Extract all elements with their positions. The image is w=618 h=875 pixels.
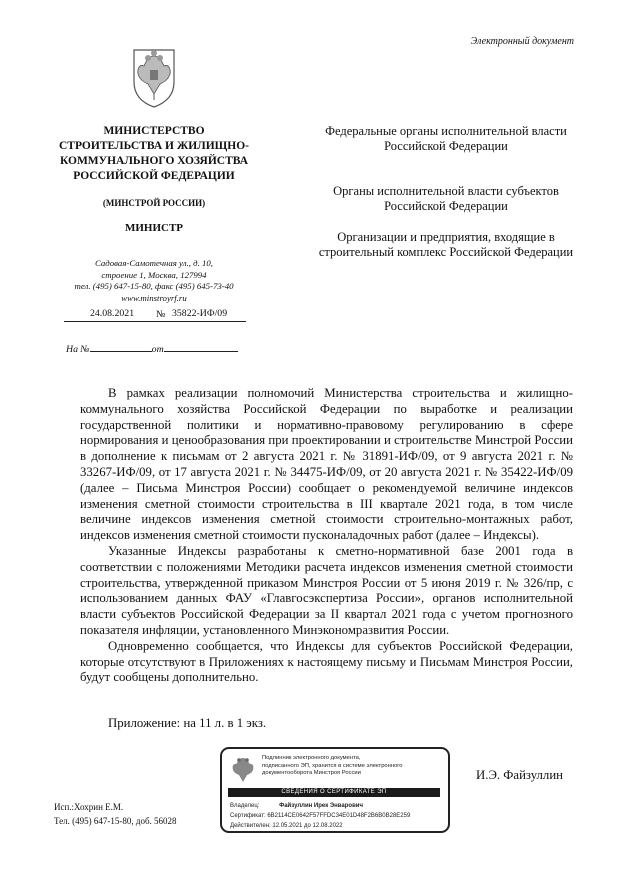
cert-label: Сертификат: (230, 813, 266, 819)
address-line: Садовая-Самотечная ул., д. 10, (94, 258, 214, 268)
address-line: строение 1, Москва, 127994 (101, 269, 207, 280)
certificate-row (230, 813, 410, 819)
validity-row (230, 823, 343, 829)
letter-date: 24.08.2021 (90, 308, 135, 319)
body-paragraph: В рамках реализации полномочий Министерства строительства и жилищно-коммунального хозяйства Российской Федерации по выработке и реализации государственной политики и нормативно-правовому регулированию в сфере нормирования и ценообразования при проектировании и строительстве Минстрой России в дополнение к письмам от 2 августа 2021 г. № 31891-ИФ/09, от 9 августа 2021 г. № 33267-ИФ/09, от 17 августа 2021 г. № 34475-ИФ/09, от 20 августа 2021 г. № 35422-ИФ/09 (далее – Письма Минстроя России) сообщает о рекомендуемой величине индексов изменения сметной стоимости строительства в III квартале 2021 года, в том числе величине индексов изменения сметной стоимости строительно-монтажных работ, индексов изменения сметной стоимости пусконаладочных работ (далее – Индексы). (80, 386, 573, 543)
address-line: тел. (495) 647-15-80, факс (495) 645-73-40 (74, 281, 234, 291)
attachment-note: Приложение: на 11 л. в 1 экз. (108, 716, 267, 730)
ref-number-blank (90, 341, 152, 352)
recipient: Организации и предприятия, входящие в строительный комплекс Российской Федерации (318, 230, 574, 259)
ministry-line: КОММУНАЛЬНОГО ХОЗЯЙСТВА (59, 155, 249, 167)
letter-number: 35822-ИФ/09 (172, 308, 228, 319)
ref-date-blank (164, 341, 238, 352)
ministry-short-name: (МИНСТРОЙ РОССИИ) (102, 198, 206, 208)
registration-line (64, 308, 246, 322)
sender-address (40, 258, 268, 304)
certificate-header: СВЕДЕНИЯ О СЕРТИФИКАТЕ ЭП (228, 788, 440, 797)
valid-label: Действителен: (230, 823, 271, 829)
reference-line (66, 341, 238, 355)
notice-line: Подлинник электронного документа, (262, 755, 361, 761)
electronic-document-note: Электронный документ (470, 36, 574, 47)
signature-stamp (220, 747, 450, 833)
ministry-name (40, 124, 268, 184)
body-paragraph: Одновременно сообщается, что Индексы для субъектов Российской Федерации, которые отсутствуют в Приложениях к настоящему письму и Письмам Минстроя России, будут сообщены дополнительно. (80, 638, 573, 685)
notice-line: подписанного ЭП, хранится в системе электронного (262, 762, 403, 769)
emblem-icon (230, 755, 256, 785)
coat-of-arms-emblem (128, 44, 180, 110)
notice-line: документооборота Минстроя России (262, 770, 361, 776)
cert-value: 6B2114CE0642F57FFDC34E01D48F2B6B0B28E259 (267, 813, 411, 819)
ref-prefix: На № (66, 344, 90, 355)
stamp-notice (262, 755, 446, 778)
number-sign: № (156, 309, 166, 320)
sender-position: МИНИСТР (124, 222, 184, 234)
recipient: Органы исполнительной власти субъектов Российской Федерации (333, 184, 559, 213)
executor-info (54, 800, 177, 828)
ministry-line: СТРОИТЕЛЬСТВА И ЖИЛИЩНО- (59, 140, 249, 152)
body-paragraph: Указанные Индексы разработаны к сметно-нормативной базе 2001 года в соответствии с положениями Методики расчета индексов изменения сметной стоимости строительства, утвержденной приказом Минстроя России от 5 июня 2019 г. № 326/пр, с использованием данных ФАУ «Главгосэкспертиза России», органов исполнительной власти субъектов Российской Федерации за II квартал 2021 года с учетом прогнозного показателя инфляции, установленного Минэкономразвития России. (80, 543, 573, 637)
address-line: www.minstroyrf.ru (121, 292, 187, 303)
letter-body (80, 386, 573, 686)
executor-phone: Тел. (495) 647-15-80, доб. 56028 (54, 816, 177, 826)
owner-row (230, 803, 363, 809)
valid-value: 12.05.2021 до 12.08.2022 (272, 823, 343, 829)
recipient: Федеральные органы исполнительной власти Российской Федерации (325, 124, 567, 153)
executor-name: Исп.:Хохрин Е.М. (54, 802, 124, 812)
owner-label: Владелец: (230, 803, 260, 809)
owner-value: Файзуллин Ирек Энварович (279, 803, 363, 809)
ref-from: от (151, 344, 164, 355)
ministry-line: МИНИСТЕРСТВО (103, 125, 205, 137)
signer-name: И.Э. Файзуллин (476, 768, 564, 782)
ministry-line: РОССИЙСКОЙ ФЕДЕРАЦИИ (73, 170, 235, 182)
